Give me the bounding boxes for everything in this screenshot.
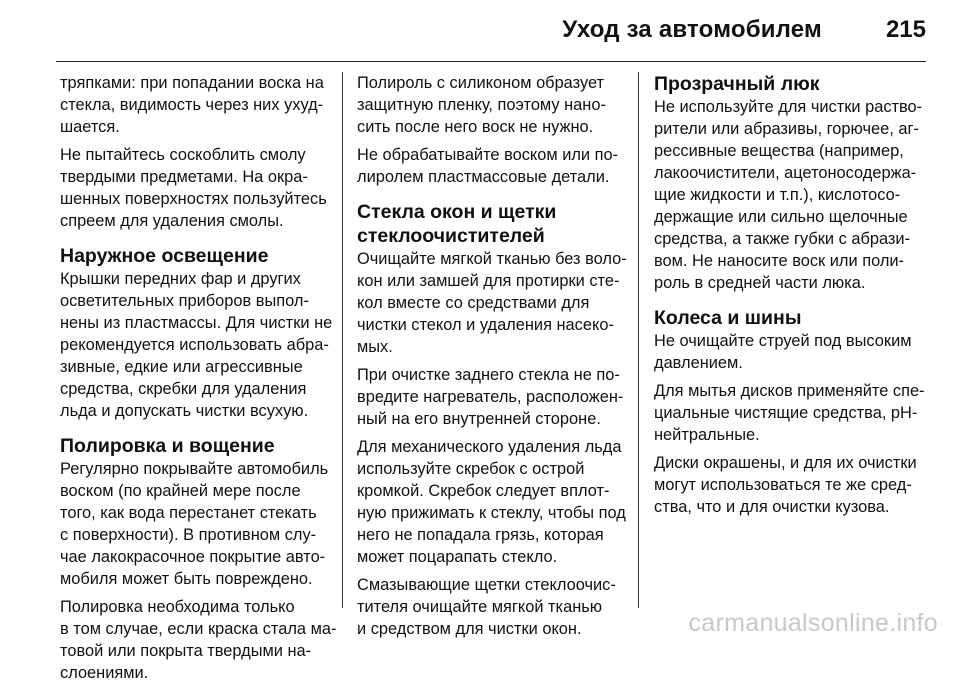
column-1	[60, 72, 337, 690]
text-line: кол вместе со средствами для	[357, 294, 590, 312]
header-rule	[56, 61, 926, 62]
text-line: Диски окрашены, и для их очистки	[654, 454, 917, 472]
text-line: слоениями.	[60, 664, 149, 682]
section-heading	[357, 200, 631, 248]
paragraph	[357, 144, 631, 188]
text-line: и средством для чистки окон.	[357, 620, 582, 638]
text-line: чистки стекол и удаления насеко-	[357, 316, 614, 334]
text-line: твердыми предметами. На окра-	[60, 168, 308, 186]
paragraph	[357, 364, 631, 430]
text-line: ную прижимать к стеклу, чтобы под	[357, 504, 626, 522]
text-line: льда и допускать чистки всухую.	[60, 402, 309, 420]
paragraph	[60, 596, 337, 684]
text-line: сить после него воск не нужно.	[357, 118, 594, 136]
text-line: рессивные вещества (например,	[654, 142, 904, 160]
text-line: Полировка и вощение	[60, 435, 275, 457]
text-line: давлением.	[654, 354, 743, 372]
section-heading	[654, 306, 928, 330]
text-line: используйте скребок с острой	[357, 460, 585, 478]
text-line: средства, а также губки с абрази-	[654, 230, 911, 248]
text-line: Смазывающие щетки стеклоочис-	[357, 576, 616, 594]
column-3	[654, 72, 928, 524]
section-heading	[60, 434, 334, 458]
text-line: Регулярно покрывайте автомобиль	[60, 460, 329, 478]
paragraph	[654, 452, 928, 518]
column-2	[357, 72, 631, 646]
text-line: товой или покрыта твердыми на-	[60, 642, 312, 660]
paragraph	[60, 458, 334, 590]
text-line: защитную пленку, поэтому нано-	[357, 96, 606, 114]
text-line: Для мытья дисков применяйте спе-	[654, 382, 925, 400]
text-line: вом. Не наносите воск или поли-	[654, 252, 904, 270]
text-line: ства, что и для очистки кузова.	[654, 498, 890, 516]
text-line: Не обрабатывайте воском или по-	[357, 146, 619, 164]
text-line: вредите нагреватель, расположен-	[357, 388, 624, 406]
text-line: чае лакокрасочное покрытие авто-	[60, 548, 326, 566]
section-heading	[654, 72, 928, 96]
text-line: щие жидкости и т.п.), кислотосо-	[654, 186, 901, 204]
text-line: лиролем пластмассовые детали.	[357, 168, 610, 186]
paragraph	[357, 574, 631, 640]
text-line: Для механического удаления льда	[357, 438, 622, 456]
paragraph	[357, 436, 631, 568]
text-line: тряпками: при попадании воска на	[60, 74, 324, 92]
text-line: тителя очищайте мягкой тканью	[357, 598, 603, 616]
text-line: воском (по крайней мере после	[60, 482, 301, 500]
text-line: Стекла окон и щетки	[357, 201, 557, 223]
text-line: него не попадала грязь, которая	[357, 526, 604, 544]
section-heading	[60, 244, 334, 268]
text-line: Полировка необходима только	[60, 598, 295, 616]
column-divider	[638, 72, 639, 608]
text-line: осветительных приборов выпол-	[60, 292, 309, 310]
text-line: мобиля может быть повреждено.	[60, 570, 313, 588]
text-line: стекла, видимость через них ухуд-	[60, 96, 324, 114]
paragraph	[60, 144, 334, 232]
text-line: кон или замшей для протирки сте-	[357, 272, 620, 290]
text-line: Крышки передних фар и других	[60, 270, 301, 288]
paragraph	[357, 72, 631, 138]
text-line: роль в средней части люка.	[654, 274, 866, 292]
text-line: Очищайте мягкой тканью без воло-	[357, 250, 627, 268]
text-line: средства, скребки для удаления	[60, 380, 307, 398]
text-line: спреем для удаления смолы.	[60, 212, 284, 230]
paragraph	[357, 248, 631, 358]
text-line: шенных поверхностях пользуйтесь	[60, 190, 327, 208]
text-line: ный на его внутренней стороне.	[357, 410, 601, 428]
text-line: мых.	[357, 338, 393, 356]
text-line: того, как вода перестанет стекать	[60, 504, 317, 522]
paragraph	[654, 380, 928, 446]
text-line: нейтральные.	[654, 426, 760, 444]
text-line: Не используйте для чистки раство-	[654, 98, 923, 116]
text-line: могут использоваться те же сред-	[654, 476, 912, 494]
text-line: Не пытайтесь соскоблить смолу	[60, 146, 306, 164]
text-line: стеклоочистителей	[357, 225, 545, 247]
watermark: carmanualsonline.info	[688, 609, 938, 637]
header-title: Уход за автомобилем	[562, 16, 822, 43]
paragraph	[60, 72, 334, 138]
text-line: с поверхности). В противном слу-	[60, 526, 317, 544]
page-number: 215	[885, 16, 926, 43]
text-line: в том случае, если краска стала ма-	[60, 620, 337, 638]
text-line: нены из пластмассы. Для чистки не	[60, 314, 333, 332]
text-line: лакоочистители, ацетоносодержа-	[654, 164, 917, 182]
text-line: рекомендуется использовать абра-	[60, 336, 329, 354]
text-line: держащие или сильно щелочные	[654, 208, 908, 226]
paragraph	[654, 96, 928, 294]
text-line: шается.	[60, 118, 120, 136]
text-line: Наружное освещение	[60, 245, 269, 267]
text-line: зивные, едкие или агрессивные	[60, 358, 303, 376]
text-line: Прозрачный люк	[654, 73, 820, 95]
paragraph	[60, 268, 334, 422]
text-line: При очистке заднего стекла не по-	[357, 366, 620, 384]
paragraph	[654, 330, 928, 374]
text-line: кромкой. Скребок следует вплот-	[357, 482, 610, 500]
text-line: может поцарапать стекло.	[357, 548, 558, 566]
text-line: Полироль с силиконом образует	[357, 74, 605, 92]
text-line: рители или абразивы, горючее, аг-	[654, 120, 919, 138]
text-line: Не очищайте струей под высоким	[654, 332, 912, 350]
column-divider	[342, 72, 343, 608]
text-line: Колеса и шины	[654, 307, 802, 329]
text-line: циальные чистящие средства, pH-	[654, 404, 918, 422]
